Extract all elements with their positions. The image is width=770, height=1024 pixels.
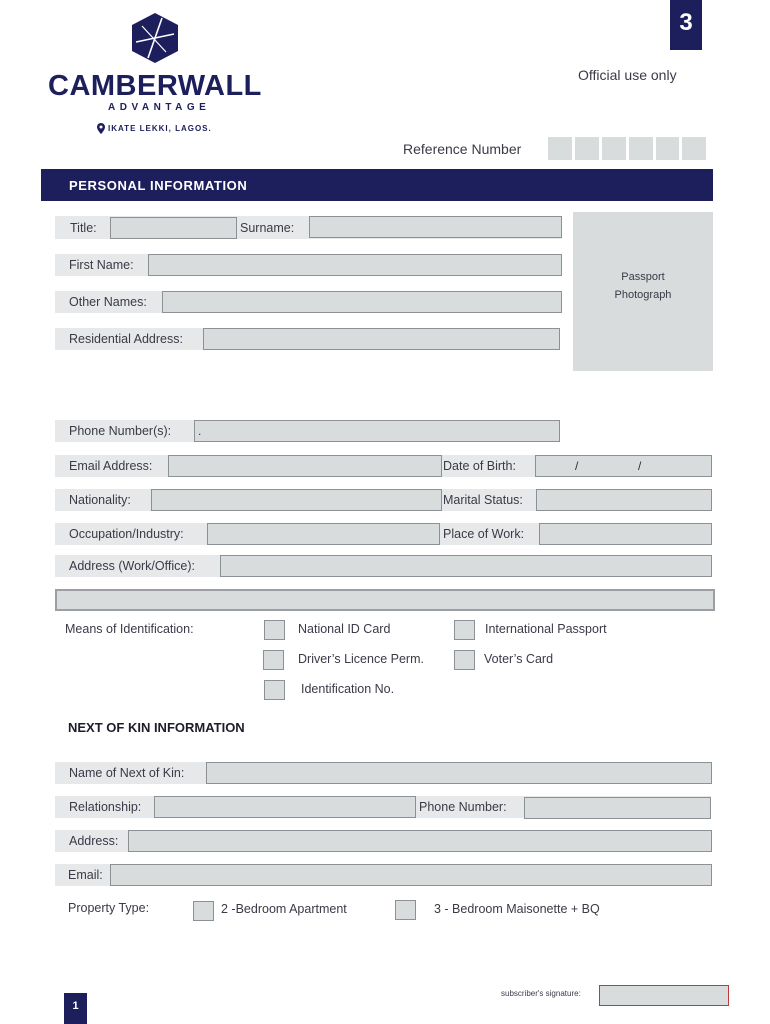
- id-number-label: Identification No.: [301, 682, 395, 696]
- phone-value: .: [198, 424, 202, 438]
- two-bedroom-label: 2 -Bedroom Apartment: [221, 902, 347, 916]
- work-address-label: Address (Work/Office):: [69, 559, 195, 573]
- dob-field[interactable]: [535, 455, 712, 477]
- next-of-kin-title: NEXT OF KIN INFORMATION: [68, 720, 245, 735]
- first-name-field[interactable]: [148, 254, 562, 276]
- nok-relationship-label: Relationship:: [69, 800, 142, 814]
- logo-hexagon-icon: [130, 12, 180, 64]
- passport-checkbox[interactable]: [454, 620, 475, 640]
- personal-info-title: PERSONAL INFORMATION: [69, 178, 248, 193]
- nok-relationship-field[interactable]: [154, 796, 416, 818]
- nok-name-field[interactable]: [206, 762, 712, 784]
- occupation-label: Occupation/Industry:: [69, 527, 184, 541]
- official-use-label: Official use only: [578, 67, 677, 83]
- voters-card-label: Voter’s Card: [484, 652, 554, 666]
- residential-address-label: Residential Address:: [69, 332, 183, 346]
- brand-subtitle: ADVANTAGE: [108, 102, 211, 113]
- page-badge: 3: [670, 0, 702, 50]
- photo-label-line1: Passport: [621, 271, 665, 283]
- passport-label: International Passport: [485, 622, 607, 636]
- nok-address-label: Address:: [69, 834, 119, 848]
- reference-number-field[interactable]: [548, 137, 706, 160]
- work-address-field-line2[interactable]: [55, 589, 715, 611]
- first-name-label: First Name:: [69, 258, 134, 272]
- place-of-work-field[interactable]: [539, 523, 712, 545]
- page-number: 1: [64, 993, 87, 1024]
- three-bedroom-checkbox[interactable]: [395, 900, 416, 920]
- surname-field[interactable]: [309, 216, 562, 238]
- means-of-id-label: Means of Identification:: [65, 622, 194, 636]
- reference-number-label: Reference Number: [403, 141, 522, 157]
- signature-label: subscriber's signature:: [501, 989, 581, 998]
- dob-separator-2: /: [638, 459, 642, 473]
- title-label: Title:: [70, 221, 97, 235]
- phone-label: Phone Number(s):: [69, 424, 172, 438]
- other-names-field[interactable]: [162, 291, 562, 313]
- surname-label: Surname:: [240, 221, 295, 235]
- personal-info-header: [41, 169, 713, 201]
- national-id-checkbox[interactable]: [264, 620, 285, 640]
- three-bedroom-label: 3 - Bedroom Maisonette + BQ: [434, 902, 600, 916]
- nationality-field[interactable]: [151, 489, 442, 511]
- brand-name: CAMBERWALL: [48, 70, 262, 102]
- id-number-checkbox[interactable]: [264, 680, 285, 700]
- property-type-label: Property Type:: [68, 901, 150, 915]
- photo-label-line2: Photograph: [614, 289, 672, 301]
- dob-separator-1: /: [575, 459, 579, 473]
- two-bedroom-checkbox[interactable]: [193, 901, 214, 921]
- nok-email-label: Email:: [68, 868, 103, 882]
- email-label: Email Address:: [69, 459, 153, 473]
- nok-email-field[interactable]: [110, 864, 712, 886]
- other-names-label: Other Names:: [69, 295, 147, 309]
- place-of-work-label: Place of Work:: [443, 527, 525, 541]
- drivers-licence-checkbox[interactable]: [263, 650, 284, 670]
- national-id-label: National ID Card: [298, 622, 391, 636]
- residential-address-field[interactable]: [203, 328, 560, 350]
- email-field[interactable]: [168, 455, 442, 477]
- nok-phone-field[interactable]: [524, 797, 711, 819]
- nok-name-label: Name of Next of Kin:: [69, 766, 185, 780]
- passport-photograph-box: [573, 212, 713, 371]
- drivers-licence-label: Driver’s Licence Perm.: [298, 652, 424, 666]
- marital-status-field[interactable]: [536, 489, 712, 511]
- location-pin-icon: [97, 123, 105, 134]
- nok-address-field[interactable]: [128, 830, 712, 852]
- voters-card-checkbox[interactable]: [454, 650, 475, 670]
- phone-field[interactable]: [194, 420, 560, 442]
- nationality-label: Nationality:: [69, 493, 131, 507]
- occupation-field[interactable]: [207, 523, 440, 545]
- signature-field[interactable]: [599, 985, 729, 1006]
- marital-status-label: Marital Status:: [443, 493, 523, 507]
- company-logo: [130, 12, 180, 64]
- work-address-field[interactable]: [220, 555, 712, 577]
- dob-label: Date of Birth:: [443, 459, 516, 473]
- nok-phone-label: Phone Number:: [419, 800, 507, 814]
- company-location: IKATE LEKKI, LAGOS.: [108, 124, 212, 133]
- title-field[interactable]: [110, 217, 237, 239]
